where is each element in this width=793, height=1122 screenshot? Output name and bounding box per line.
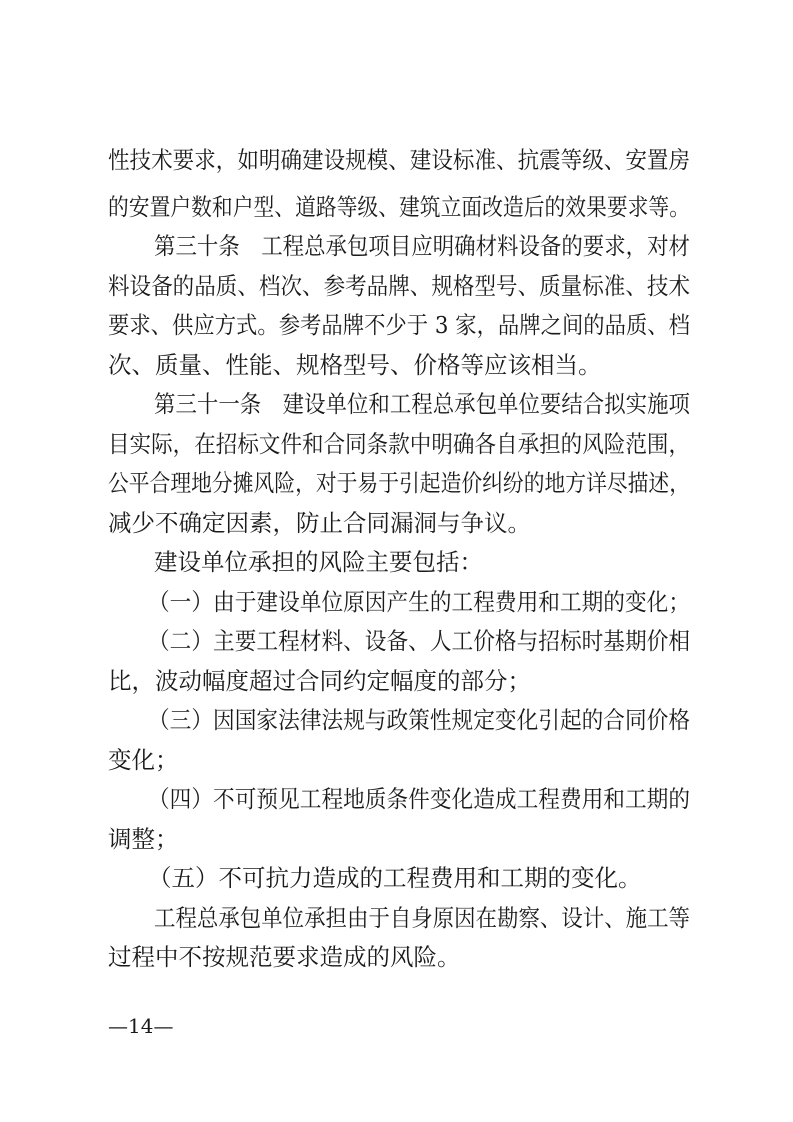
line-text: 第三十条 工程总承包项目应明确材料设备的要求，对材: [154, 232, 690, 260]
line-text: 建设单位承担的风险主要包括：: [154, 548, 483, 576]
list-item-2-line: [0, 621, 793, 661]
line-text: 公平合理地分摊风险，对于易于引起造价纠纷的地方详尽描述，: [108, 469, 691, 497]
line-text: 料设备的品质、档次、参考品牌、规格型号、质量标准、技术: [108, 272, 691, 300]
line-text: 变化；: [108, 746, 179, 774]
line-text: 比，波动幅度超过合同约定幅度的部分；: [108, 667, 531, 695]
text-line: [0, 937, 793, 977]
line-text: 次、质量、性能、规格型号、价格等应该相当。: [108, 351, 602, 379]
text-line: [0, 463, 793, 503]
line-text: （五）不可抗力造成的工程费用和工期的变化。: [148, 864, 642, 892]
text-line: [0, 819, 793, 859]
text-line: [0, 503, 793, 543]
article-30-heading-line: [0, 226, 793, 266]
text-line: [0, 740, 793, 780]
list-item-4-line: [0, 779, 793, 819]
text-line: [0, 305, 793, 345]
text-line: [0, 424, 793, 464]
line-text: （四）不可预见工程地质条件变化造成工程费用和工期的: [148, 785, 691, 813]
line-text: 第三十一条 建设单位和工程总承包单位要结合拟实施项: [154, 390, 690, 418]
line-text: （一）由于建设单位原因产生的工程费用和工期的变化；: [148, 588, 691, 616]
text-line: [0, 661, 793, 701]
text-line: [0, 266, 793, 306]
page-number: —14—: [108, 1014, 174, 1038]
line-text: 的安置户数和户型、道路等级、建筑立面改造后的效果要求等。: [108, 193, 691, 221]
line-text: 目实际，在招标文件和合同条款中明确各自承担的风险范围，: [108, 430, 691, 458]
line-text: （二）主要工程材料、设备、人工价格与招标时基期价相: [148, 627, 691, 655]
line-text: 性技术要求，如明确建设规模、建设标准、抗震等级、安置房: [108, 146, 691, 174]
line-text: 要求、供应方式。参考品牌不少于 3 家，品牌之间的品质、档: [108, 311, 690, 339]
text-line: [0, 898, 793, 938]
list-item-5-line: [0, 858, 793, 898]
text-line: [0, 140, 793, 180]
article-31-heading-line: [0, 384, 793, 424]
line-text: 过程中不按规范要求造成的风险。: [108, 943, 461, 971]
line-text: 调整；: [108, 825, 179, 853]
line-text: 减少不确定因素，防止合同漏洞与争议。: [108, 509, 531, 537]
list-item-1-line: [0, 582, 793, 622]
text-line: [0, 345, 793, 385]
text-line: [0, 542, 793, 582]
line-text: 工程总承包单位承担由于自身原因在勘察、设计、施工等: [154, 904, 690, 932]
list-item-3-line: [0, 700, 793, 740]
line-text: （三）因国家法律法规与政策性规定变化引起的合同价格: [148, 706, 691, 734]
text-line: [0, 187, 793, 227]
